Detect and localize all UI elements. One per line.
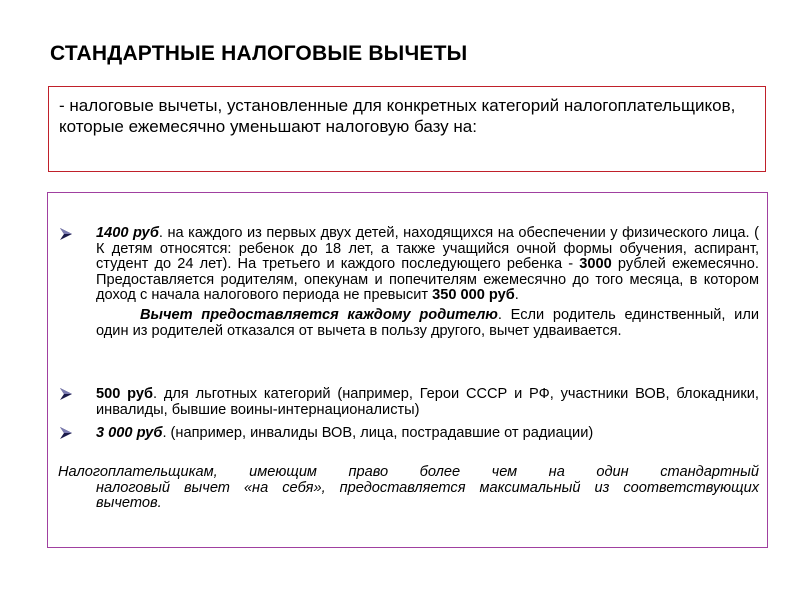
amount-3000: 3000: [579, 256, 612, 273]
list-item: [96, 387, 759, 418]
footer-note: [58, 465, 759, 512]
intro-text: - налоговые вычеты, установленные для конкретных категорий налогоплательщиков, которые ежемесячно уменьшают налоговую базу на:: [59, 96, 736, 136]
intro-box: [48, 86, 766, 172]
item-text: . на каждого из первых двух детей, находящихся на обеспечении у физического лица. ( К детям относятся: ребенок до 18 лет, а также учащийся очной формы обучения, аспирант, студент до 24 лет). На третьего и каждого последующего ребенка -: [96, 225, 759, 273]
item-text: .: [514, 287, 519, 304]
arrow-bullet-icon: [59, 227, 73, 241]
list-item: [96, 426, 759, 442]
footer-line: налоговый вычет «на себя», предоставляется максимальный из соответствующих вычетов.: [96, 479, 759, 512]
item-text: рублей ежемесячно. Предоставляется родителям, опекунам и попечителям ежемесячно до того месяца, в котором доход с начала налогового периода не превысит: [96, 256, 759, 304]
arrow-bullet-icon: [59, 387, 73, 401]
income-limit: 350 000 руб: [432, 287, 515, 304]
item-text: . (например, инвалиды ВОВ, лица, пострадавшие от радиации): [162, 425, 594, 441]
list-item: [96, 226, 759, 339]
arrow-bullet-icon: [59, 426, 73, 440]
emphasis-text: Вычет предоставляется каждому родителю: [140, 306, 498, 323]
item-text: . для льготных категорий (например, Герои СССР и РФ, участники ВОВ, блокадники, инвалиды, бывшие воины-интернационалисты): [96, 386, 759, 418]
footer-line: Налогоплательщикам, имеющим право более чем на один стандартный: [58, 464, 759, 480]
amount-500: 500 руб: [96, 386, 154, 402]
amount-3000-rub: 3 000 руб: [96, 425, 163, 441]
item-text: . Если родитель единственный, или один из родителей отказался от вычета в пользу другого, вычет удваивается.: [96, 306, 759, 339]
amount-1400: 1400 руб: [96, 225, 159, 241]
page-title: СТАНДАРТНЫЕ НАЛОГОВЫЕ ВЫЧЕТЫ: [50, 42, 468, 65]
deductions-box: [47, 192, 768, 548]
